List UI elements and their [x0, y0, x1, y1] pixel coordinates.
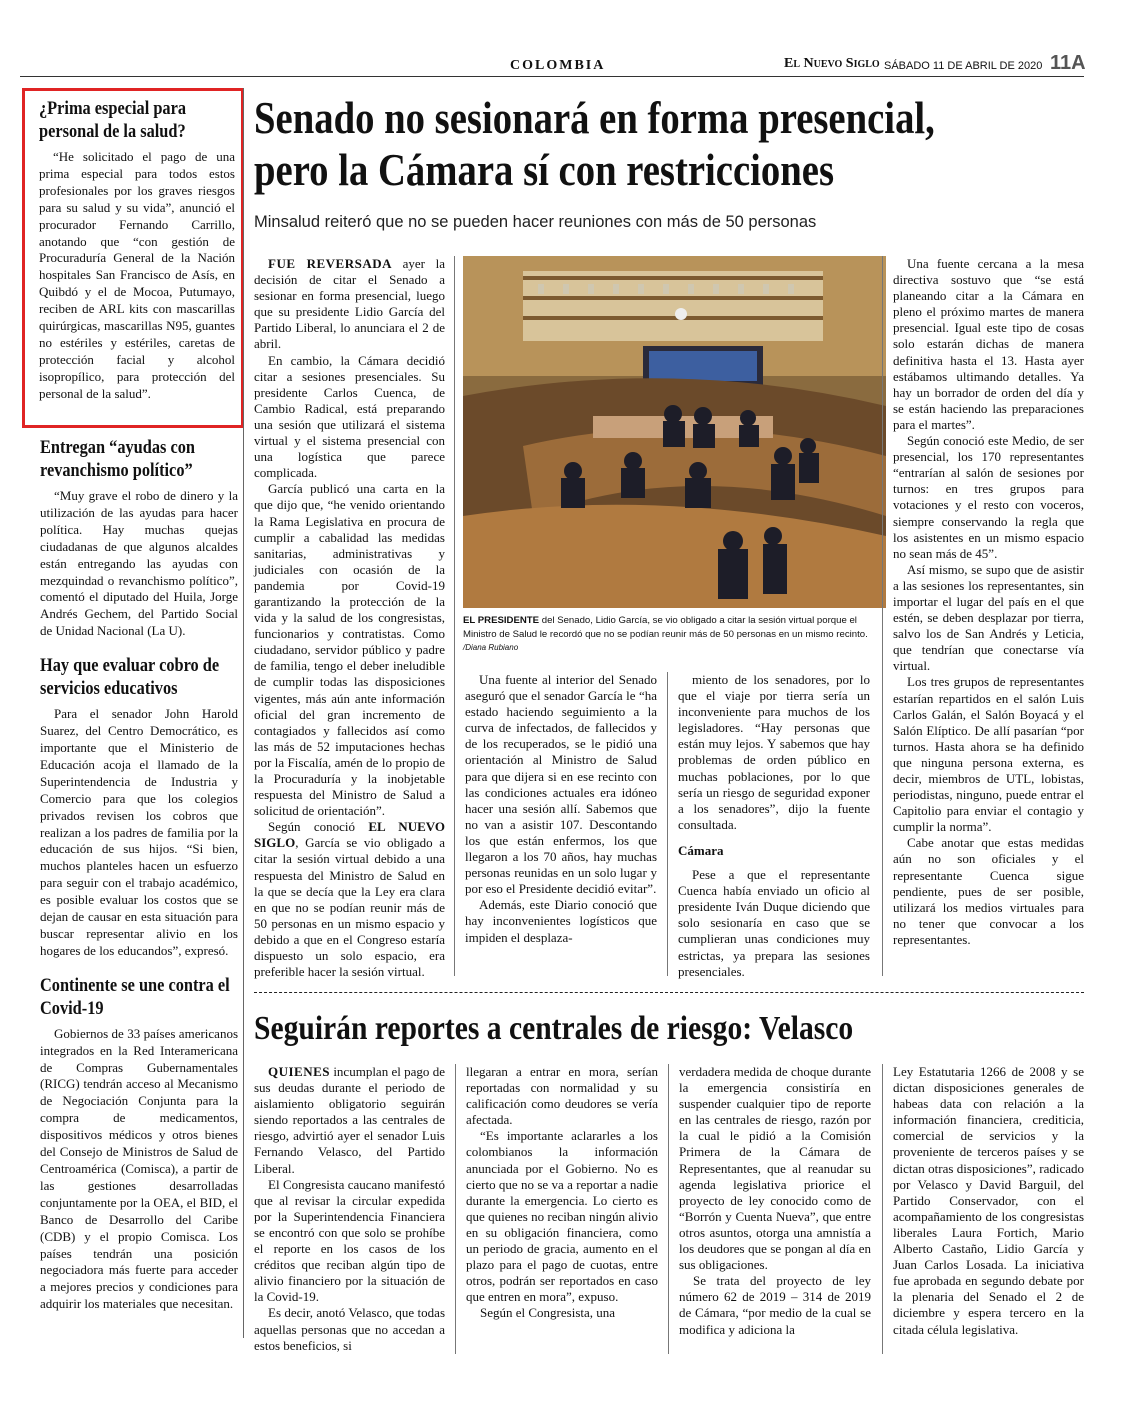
caption-lead: EL PRESIDENTE	[463, 615, 540, 626]
paragraph: Una fuente cercana a la mesa directiva sostuvo que “se está planeando citar a la Cámara en pleno el próximo martes de manera presencial. Igual este tipo de cosas solo estarán dichas de manera definitiva hasta el 13. Hasta ayer estábamos ultimando detalles. Ya hay un borrador de orden del día y se están haciendo las preparaciones para el martes”.	[893, 256, 1084, 432]
brief-body: “Muy grave el robo de dinero y la utilización de las ayudas para hacer política. Hay muchas quejas ciudadanas de que algunos alcaldes están entregando las ayudas con mezquindad o revanchismo político”, comentó el diputado del Huila, Jorge Andrés Gechem, del Partido Social de Unidad Nacional (La U).	[40, 488, 238, 639]
column-divider	[454, 256, 455, 976]
paragraph: Se trata del proyecto de ley número 62 de 2019 – 314 de 2019 de Cámara, “por medio de la cual se modifica y adiciona la	[679, 1273, 871, 1337]
column-divider	[243, 88, 244, 1338]
brief-item	[22, 654, 244, 960]
paragraph: Cabe anotar que estas medidas aún no son oficiales y el representante Cuenca sigue pendiente, pues de ser posible, utilizará los medios virtuales para no tener que convocar a los representantes.	[893, 835, 1084, 947]
newspaper-name: El Nuevo Siglo	[784, 56, 880, 71]
paragraph: incumplan el pago de sus deudas durante el periodo de aislamiento obligatorio seguirán siendo reportados a las centrales de riesgo, advirtió ayer el senador Luis Fernando Velasco, del Partido Liberal.	[254, 1064, 445, 1176]
paragraph: ayer la decisión de citar el Senado a sesionar en forma presencial, luego que su presidente Lidio García del Partido Liberal, lo anunciara el 2 de abril.	[254, 256, 445, 352]
page-number: 11A	[1050, 52, 1086, 74]
column-divider	[882, 1064, 883, 1354]
brief-body: Para el senador John Harold Suarez, del Centro Democrático, es importante que el Ministerio de Educación acoja el llamado de la Superintendencia de Industria y Comercio para que los colegios privados revisen los cobros que realizan a los padres de familia por la educación de sus hijos. “Si bien, muchos planteles hacen un esfuerzo para seguir con el trabajo académico, es posible evaluar los costos que se dejan de causar en esta situación para buscar representar alivio en los hogares de los educandos”, expresó.	[40, 706, 238, 958]
column-divider	[668, 1064, 669, 1354]
column-divider	[667, 672, 668, 976]
paragraph: , García se vio obligado a citar la sesión virtual debido a una respuesta del Ministro de Salud en la que se decía que la Ley era clara en que no se podían reunir más de 50 personas en un mismo espacio y debido a que en el Congreso estaría dispuesto un solo espacio, era preferible hacer la sesión virtual.	[254, 835, 445, 980]
paragraph: miento de los senadores, por lo que el viaje por tierra sería un inconveniente para muchos de los legisladores. “Hay personas que están muy lejos. Y sabemos que hay problemas de orden público en muchas poblaciones, por lo que sería un riesgo de seguridad exponer a los senadores”, dijo la fuente consultada.	[678, 672, 870, 832]
article-column	[893, 256, 1084, 948]
paragraph: El Congresista caucano manifestó que al revisar la circular expedida por la Superintendencia Financiera se encontró con que solo se prohíbe el reporte en los casos de los créditos que reciban algún tipo de alivio financiero por la situación de la Covid-19.	[254, 1176, 445, 1305]
column-divider	[455, 1064, 456, 1354]
issue-date: SÁBADO 11 DE ABRIL DE 2020	[884, 60, 1043, 72]
paragraph: verdadera medida de choque durante la emergencia consistiría en suspender cualquier tipo de reporte en las centrales de riesgo, razón por la cual le pidió a la Comisión Primera de la Cámara de Representantes, que al reanudar su agenda legislativa priorice el proyecto de ley conocido como de “Borrón y Cuenta Nueva”, que entre otros asuntos, otorga una amnistía a los deudores que se pongan al día en sus obligaciones.	[679, 1064, 871, 1273]
header-rule	[20, 76, 1084, 77]
paragraph: García publicó una carta en la que dijo que, “he venido orientando la Rama Legislativa en procura de cumplir a cabalidad las medidas sanitarias, administrativas y judiciales con ocasión de la pandemia por Covid-19 garantizando la protección de la vida y la salud de los congresistas, funcionarios y contratistas. Como ciudadano, servidor público y padre de familia, tengo el deber ineludible de cumplir todas las disposiciones vigentes, más aún ante información oficial del gran incremento de contagiados y fallecidos así como las más de 52 imputaciones hechas por la Fiscalía, amén de lo propio de la Procuraduría y la inobjetable respuesta del Ministro de Salud a solicitud de orientación”.	[254, 481, 445, 819]
brief-headline: ¿Prima especial para personal de la salud?	[39, 98, 187, 142]
second-headline: Seguirán reportes a centrales de riesgo: Velasco	[254, 1010, 854, 1047]
paragraph: Los tres grupos de representantes estarían repartidos en el salón Luis Carlos Galán, el Salón Boyacá y el Salón Elíptico. De allí pasarían “por turnos. Hasta ahora se ha definido que ninguna persona externa, es decir, miembros de UTL, lobistas, periodistas, ninguno, puede entrar el Capitolio para enviar el contagio y cumplir la norma”.	[893, 674, 1084, 835]
paragraph: Según conoció este Medio, de ser presencial, los 170 representantes “entrarían al salón de sesiones por turnos: en tres grupos para votaciones y el resto con voceros, siempre conservando la regla que los asistentes en un mismo espacio no sean más de 45”.	[893, 433, 1084, 561]
brief-item	[22, 436, 244, 640]
subheading: Cámara	[678, 842, 724, 858]
article-column	[679, 1064, 871, 1338]
article-column	[466, 1064, 658, 1322]
article-column	[678, 672, 870, 980]
paragraph: Según el Congresista, una	[480, 1305, 616, 1321]
article-column	[465, 672, 657, 946]
main-headline: Senado no sesionará en forma presencial, pero la Cámara sí con restricciones	[254, 93, 935, 195]
paragraph: llegaran a entrar en mora, serían reportadas con normalidad y su calificación como deudores se vería afectada.	[466, 1064, 658, 1128]
brief-headline: Entregan “ayudas con revanchismo político”	[40, 437, 195, 481]
article-column	[254, 1064, 445, 1354]
main-subheadline: Minsalud reiteró que no se pueden hacer reuniones con más de 50 personas	[254, 213, 817, 231]
brief-item	[22, 974, 244, 1313]
caption-text: del Senado, Lidio García, se vio obligado a citar la sesión virtual porque el Ministro de Salud le recordó que no se podían reunir más de 50 personas en un mismo recinto.	[463, 615, 868, 640]
article-separator	[254, 992, 1084, 993]
paragraph: Pese a que el representante Cuenca había enviado un oficio al presidente Iván Duque diciendo que solo sesionaría en caso que se cumplieran unas condiciones muy estrictas, ya prepara las sesiones presenciales.	[678, 867, 870, 979]
paragraph: Según conoció	[268, 819, 369, 835]
highlighted-brief-box	[22, 88, 244, 428]
lead-in: FUE REVERSADA	[268, 256, 393, 271]
senate-chamber-image	[463, 256, 886, 608]
briefs-column	[22, 88, 244, 1313]
paragraph: Una fuente al interior del Senado aseguró que el senador García le “ha estado haciendo seguimiento a la curva de infectados, de fallecidos y de los recuperados, se le pidió una orientación al Ministro de Salud para que dijera si en ese recinto con las condiciones actuales era idóneo hacer una sesión allí. Sabemos que no van a asistir 107. Descontando los que están enfermos, los que llegaron a los 70 años, hay muchas personas reunidas en un solo lugar y por eso el Presidente decidió evitar”.	[465, 672, 657, 897]
paragraph: “Es importante aclararles a los colombianos la información anunciada por el Gobierno. No es cierto que no se va a reportar a nadie durante la emergencia. Lo cierto es que quienes no reciban ningún alivio en su obligación financiera, como un periodo de gracia, aumento en el plazo para el pago de cuotas, entre otros, podrán ser reportados en caso que entren en mora”, expuso.	[466, 1128, 658, 1305]
photo-credit: /Diana Rubiano	[463, 643, 519, 653]
paragraph: Ley Estatutaria 1266 de 2008 y se dictan disposiciones generales de habeas data con relación a la información financiera, crediticia, comercial de servicios y la proveniente de terceros países y se dictan otras disposiciones”, radicado por Velasco y David Barguil, del Partido Conservador, con el acompañamiento de los congresistas liberales Laura Fortich, Mario Alberto Castaño, Lidio García y Juan Carlos Losada. La iniciativa fue aprobada en segundo debate por la plenaria del Senado el 2 de diciembre y espera tercero en la citada célula legislativa.	[893, 1064, 1084, 1337]
newspaper-mention: EL NUEVO SIGLO	[254, 819, 445, 851]
article-column	[893, 1064, 1084, 1338]
article-column	[254, 256, 445, 980]
section-name: COLOMBIA	[510, 58, 606, 73]
photo-caption	[463, 614, 883, 655]
column-divider	[882, 256, 883, 976]
brief-body: “He solicitado el pago de una prima especial para todos estos profesionales por los graves riesgos para su salud y su vida”, anunció el procurador Fernando Carrillo, anotando que “con gestión de Procuraduría General de la Nación hospitales San Francisco de Asís, en Quibdó y el de Mocoa, Putumayo, reciben de ARL kits con mascarillas quirúrgicas, mascarillas N95, guantes no estériles y estériles, caretas de protección facial y alcohol isopropílico, para protección del personal de la salud”.	[39, 149, 235, 401]
brief-body: Gobiernos de 33 países americanos integrados en la Red Interamericana de Compras Gubernamentales (RICG) tendrán acceso al Mecanismo de Negociación Conjunta para la compra de medicamentos, dispositivos médicos y otros bienes del Consejo de Ministros de Salud de Centroamérica (Comisca), a partir de las gestiones desarrolladas conjuntamente por la OEA, el BID, el Banco de Desarrollo del Caribe (CDB) y el propio Comisca. Los países tendrán una posición negociadora más fuerte para acceder a mejores precios y condiciones para adquirir los materiales que necesitan.	[40, 1025, 238, 1312]
senate-session-photo	[463, 256, 886, 608]
paragraph: En cambio, la Cámara decidió citar a sesiones presenciales. Su presidente Carlos Cuenca, de Cambio Radical, está preparando una sesión que utilizará el sistema virtual y el sistema presencial con una logística que parece complicada.	[254, 352, 445, 481]
paragraph: Así mismo, se supo que de asistir a las sesiones los representantes, sin importar el lugar del país en el que estén, se deben desplazar por tierra, salvo los de San Andrés y Leticia, que tendrían que conectarse vía virtual.	[893, 561, 1084, 674]
brief-headline: Continente se une contra el Covid-19	[40, 974, 230, 1019]
paragraph: Es decir, anotó Velasco, que todas aquellas personas que no accedan a estos beneficios, si	[254, 1305, 445, 1353]
paragraph: Además, este Diario conoció que hay inconvenientes logísticos que impiden el desplaza-	[465, 897, 657, 945]
lead-in: QUIENES	[268, 1064, 331, 1079]
brief-headline: Hay que evaluar cobro de servicios educativos	[40, 655, 220, 700]
